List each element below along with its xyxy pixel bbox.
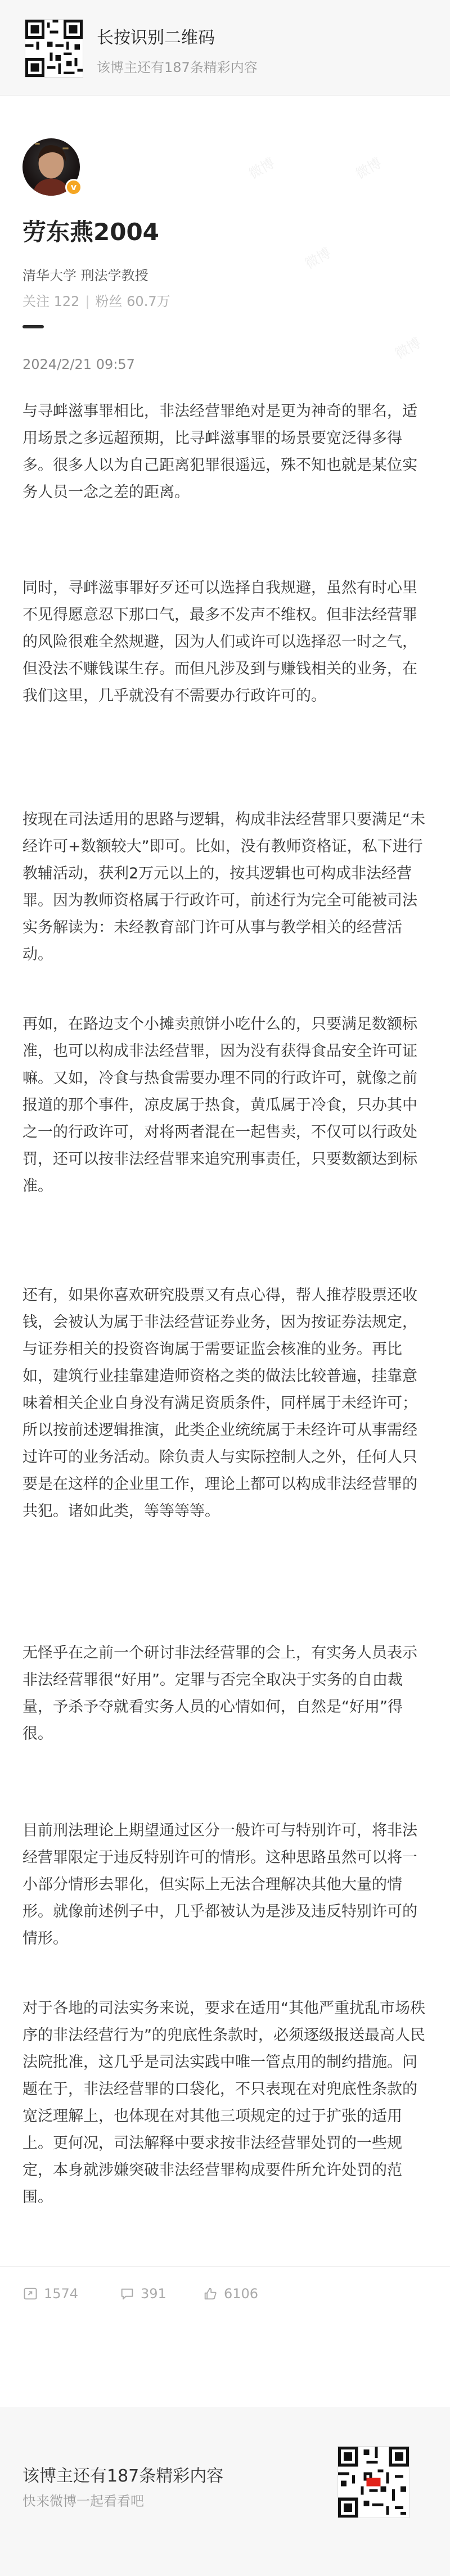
top-qr-banner <box>0 0 450 96</box>
post-paragraph: 还有，如果你喜欢研究股票又有点心得，帮人推荐股票还收钱，会被认为属于非法经营证券业务，因为按证券法规定，与证券相关的投资咨询属于需要证监会核准的业务。再比如，建筑行业挂靠建造师资格之类的做法比较普遍，挂靠意味着相关企业自身没有满足资质条件，同样属于未经许可；所以按前述逻辑推演，此类企业统统属于未经许可从事需经过许可的业务活动。除负责人与实际控制人之外，任何人只要是在这样的企业里工作，理论上都可以构成非法经营罪的共犯。诸如此类，等等等等。 <box>22 1287 417 1520</box>
post-paragraph: 无怪乎在之前一个研讨非法经营罪的会上，有实务人员表示非法经营罪很“好用”。定罪与否完全取决于实务的自由裁量，予杀予夺就看实务人员的心情如何，自然是“好用”得很。 <box>22 1644 417 1743</box>
author-stats <box>22 290 170 310</box>
watermark: 微博 <box>302 245 334 272</box>
bottom-banner-title: 该博主还有187条精彩内容 <box>22 2466 224 2486</box>
watermark: 微博 <box>353 155 385 182</box>
post-paragraph: 按现在司法适用的思路与逻辑，构成非法经营罪只要满足“未经许可+数额较大”即可。比如，没有教师资格证，私下进行教辅活动，获利2万元以上的，按其逻辑也可构成非法经营罪。因为教师资格属于行政许可，前述行为完全可能被司法实务解读为：未经教育部门许可从事与教学相关的经营活动。 <box>22 811 425 963</box>
repost-button[interactable] <box>22 2286 78 2302</box>
section-divider <box>22 325 44 328</box>
author-description: 清华大学 刑法学教授 <box>22 268 148 283</box>
top-banner-subtitle: 该博主还有187条精彩内容 <box>97 60 258 75</box>
post-date: 2024/2/21 09:57 <box>22 357 135 372</box>
qr-code-icon[interactable] <box>25 19 83 78</box>
repost-icon <box>22 2286 38 2302</box>
comment-icon <box>119 2286 135 2302</box>
qr-code-icon[interactable] <box>338 2446 410 2518</box>
action-bar <box>0 2266 450 2320</box>
follows-count[interactable]: 关注 122 <box>22 294 80 309</box>
post-paragraph: 目前刑法理论上期望通过区分一般许可与特别许可，将非法经营罪限定于违反特别许可的情形。这种思路虽然可以将一小部分情形去罪化，但实际上无法合理解决其他大量的情形。就像前述例子中，几乎都被认为是涉及违反特别许可的情形。 <box>22 1822 417 1947</box>
watermark: 微博 <box>246 155 278 182</box>
watermark: 微博 <box>392 335 424 362</box>
repost-count: 1574 <box>44 2286 79 2302</box>
stats-separator: | <box>85 294 90 309</box>
post-paragraph: 与寻衅滋事罪相比，非法经营罪绝对是更为神奇的罪名，适用场景之多远超预期，比寻衅滋事罪的场景要宽泛得多得多。很多人以为自己距离犯罪很遥远，殊不知也就是某位实务人员一念之差的距离。 <box>22 403 417 501</box>
post-paragraph: 同时，寻衅滋事罪好歹还可以选择自我规避，虽然有时心里不见得愿意忍下那口气，最多不发声不维权。但非法经营罪的风险很难全然规避，因为人们或许可以选择忍一时之气，但没法不赚钱谋生存。而但凡涉及到与赚钱相关的业务，在我们这里，几乎就没有不需要办行政许可的。 <box>22 579 417 705</box>
author-name[interactable]: 劳东燕2004 <box>22 218 159 246</box>
thumbs-up-icon <box>202 2286 218 2302</box>
bottom-banner-subtitle: 快来微博一起看看吧 <box>22 2493 144 2509</box>
bottom-qr-banner <box>0 2407 450 2576</box>
top-banner-title: 长按识别二维码 <box>97 28 215 48</box>
post-paragraph: 对于各地的司法实务来说，要求在适用“其他严重扰乱市场秩序的非法经营行为”的兜底性条款时，必须逐级报送最高人民法院批准，这几乎是司法实践中唯一管点用的制约措施。问题在于，非法经营罪的口袋化，不只表现在对兜底性条款的宽泛理解上，也体现在对其他三项规定的过于扩张的适用上。更何况，司法解释中要求按非法经营罪处罚的一些规定，本身就涉嫌突破非法经营罪构成要件所允许处罚的范围。 <box>22 2000 425 2206</box>
comment-button[interactable] <box>119 2286 166 2302</box>
like-count: 6106 <box>224 2286 259 2302</box>
comment-count: 391 <box>141 2286 166 2302</box>
like-button[interactable] <box>202 2286 258 2302</box>
post-paragraph: 再如，在路边支个小摊卖煎饼小吃什么的，只要满足数额标准，也可以构成非法经营罪，因为没有获得食品安全许可证嘛。又如，冷食与热食需要办理不同的行政许可，就像之前报道的那个事件，凉皮属于热食，黄瓜属于冷食，只办其中之一的行政许可，对将两者混在一起售卖，不仅可以行政处罚，还可以按非法经营罪来追究刑事责任，只要数额达到标准。 <box>22 1016 417 1195</box>
verified-badge-icon: v <box>65 179 82 196</box>
fans-count[interactable]: 粉丝 60.7万 <box>95 294 170 309</box>
